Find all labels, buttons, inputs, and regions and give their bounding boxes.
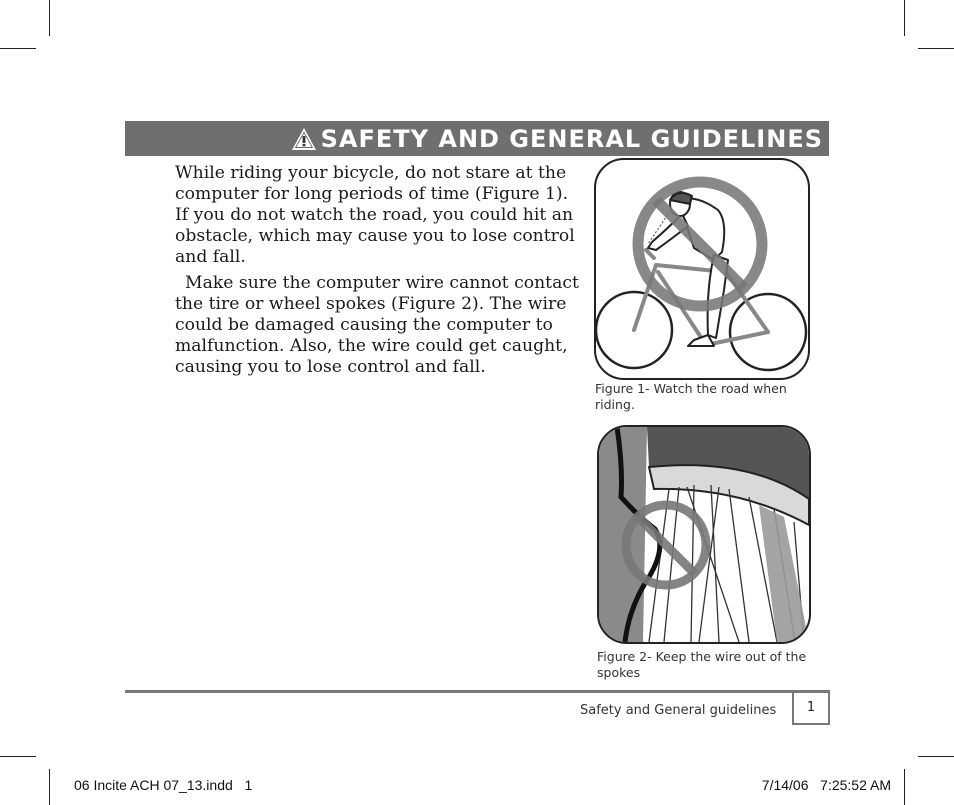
paragraph: While riding your bicycle, do not stare at the computer for long periods of time (Figure 1). If you do not watch the road, you could hit an obstacle, which may cause you to lose control and fall. <box>175 163 575 267</box>
crop-mark <box>918 48 954 49</box>
crop-mark <box>904 0 905 36</box>
footer-rule <box>125 690 830 693</box>
paragraph: Make sure the computer wire cannot contact the tire or wheel spokes (Figure 2). The wire could be damaged causing the computer to malfunction. Also, the wire could get caught, causing you to lose control and fall. <box>175 273 579 377</box>
warning-icon <box>291 127 317 151</box>
crop-mark <box>0 48 36 49</box>
page-number: 1 <box>792 691 830 725</box>
footer-section-title: Safety and General guidelines <box>580 703 777 718</box>
page-title: SAFETY AND GENERAL GUIDELINES <box>320 124 823 153</box>
crop-mark <box>0 756 36 757</box>
cyclist-prohibited-icon <box>596 160 808 378</box>
crop-mark <box>918 756 954 757</box>
section-banner <box>125 121 829 156</box>
slug-timestamp: 7/14/06 7:25:52 AM <box>761 777 891 793</box>
figure-1-image <box>594 158 810 380</box>
wire-spokes-prohibited-icon <box>599 427 809 642</box>
slug-filename: 06 Incite ACH 07_13.indd 1 <box>74 777 253 793</box>
figure-1-caption: Figure 1- Watch the road when riding. <box>595 381 787 412</box>
figure-2-image <box>597 425 811 644</box>
crop-mark <box>49 0 50 36</box>
crop-mark <box>49 769 50 805</box>
crop-mark <box>904 769 905 805</box>
figure-2-caption: Figure 2- Keep the wire out of the spokes <box>597 649 807 680</box>
body-text <box>175 163 580 383</box>
